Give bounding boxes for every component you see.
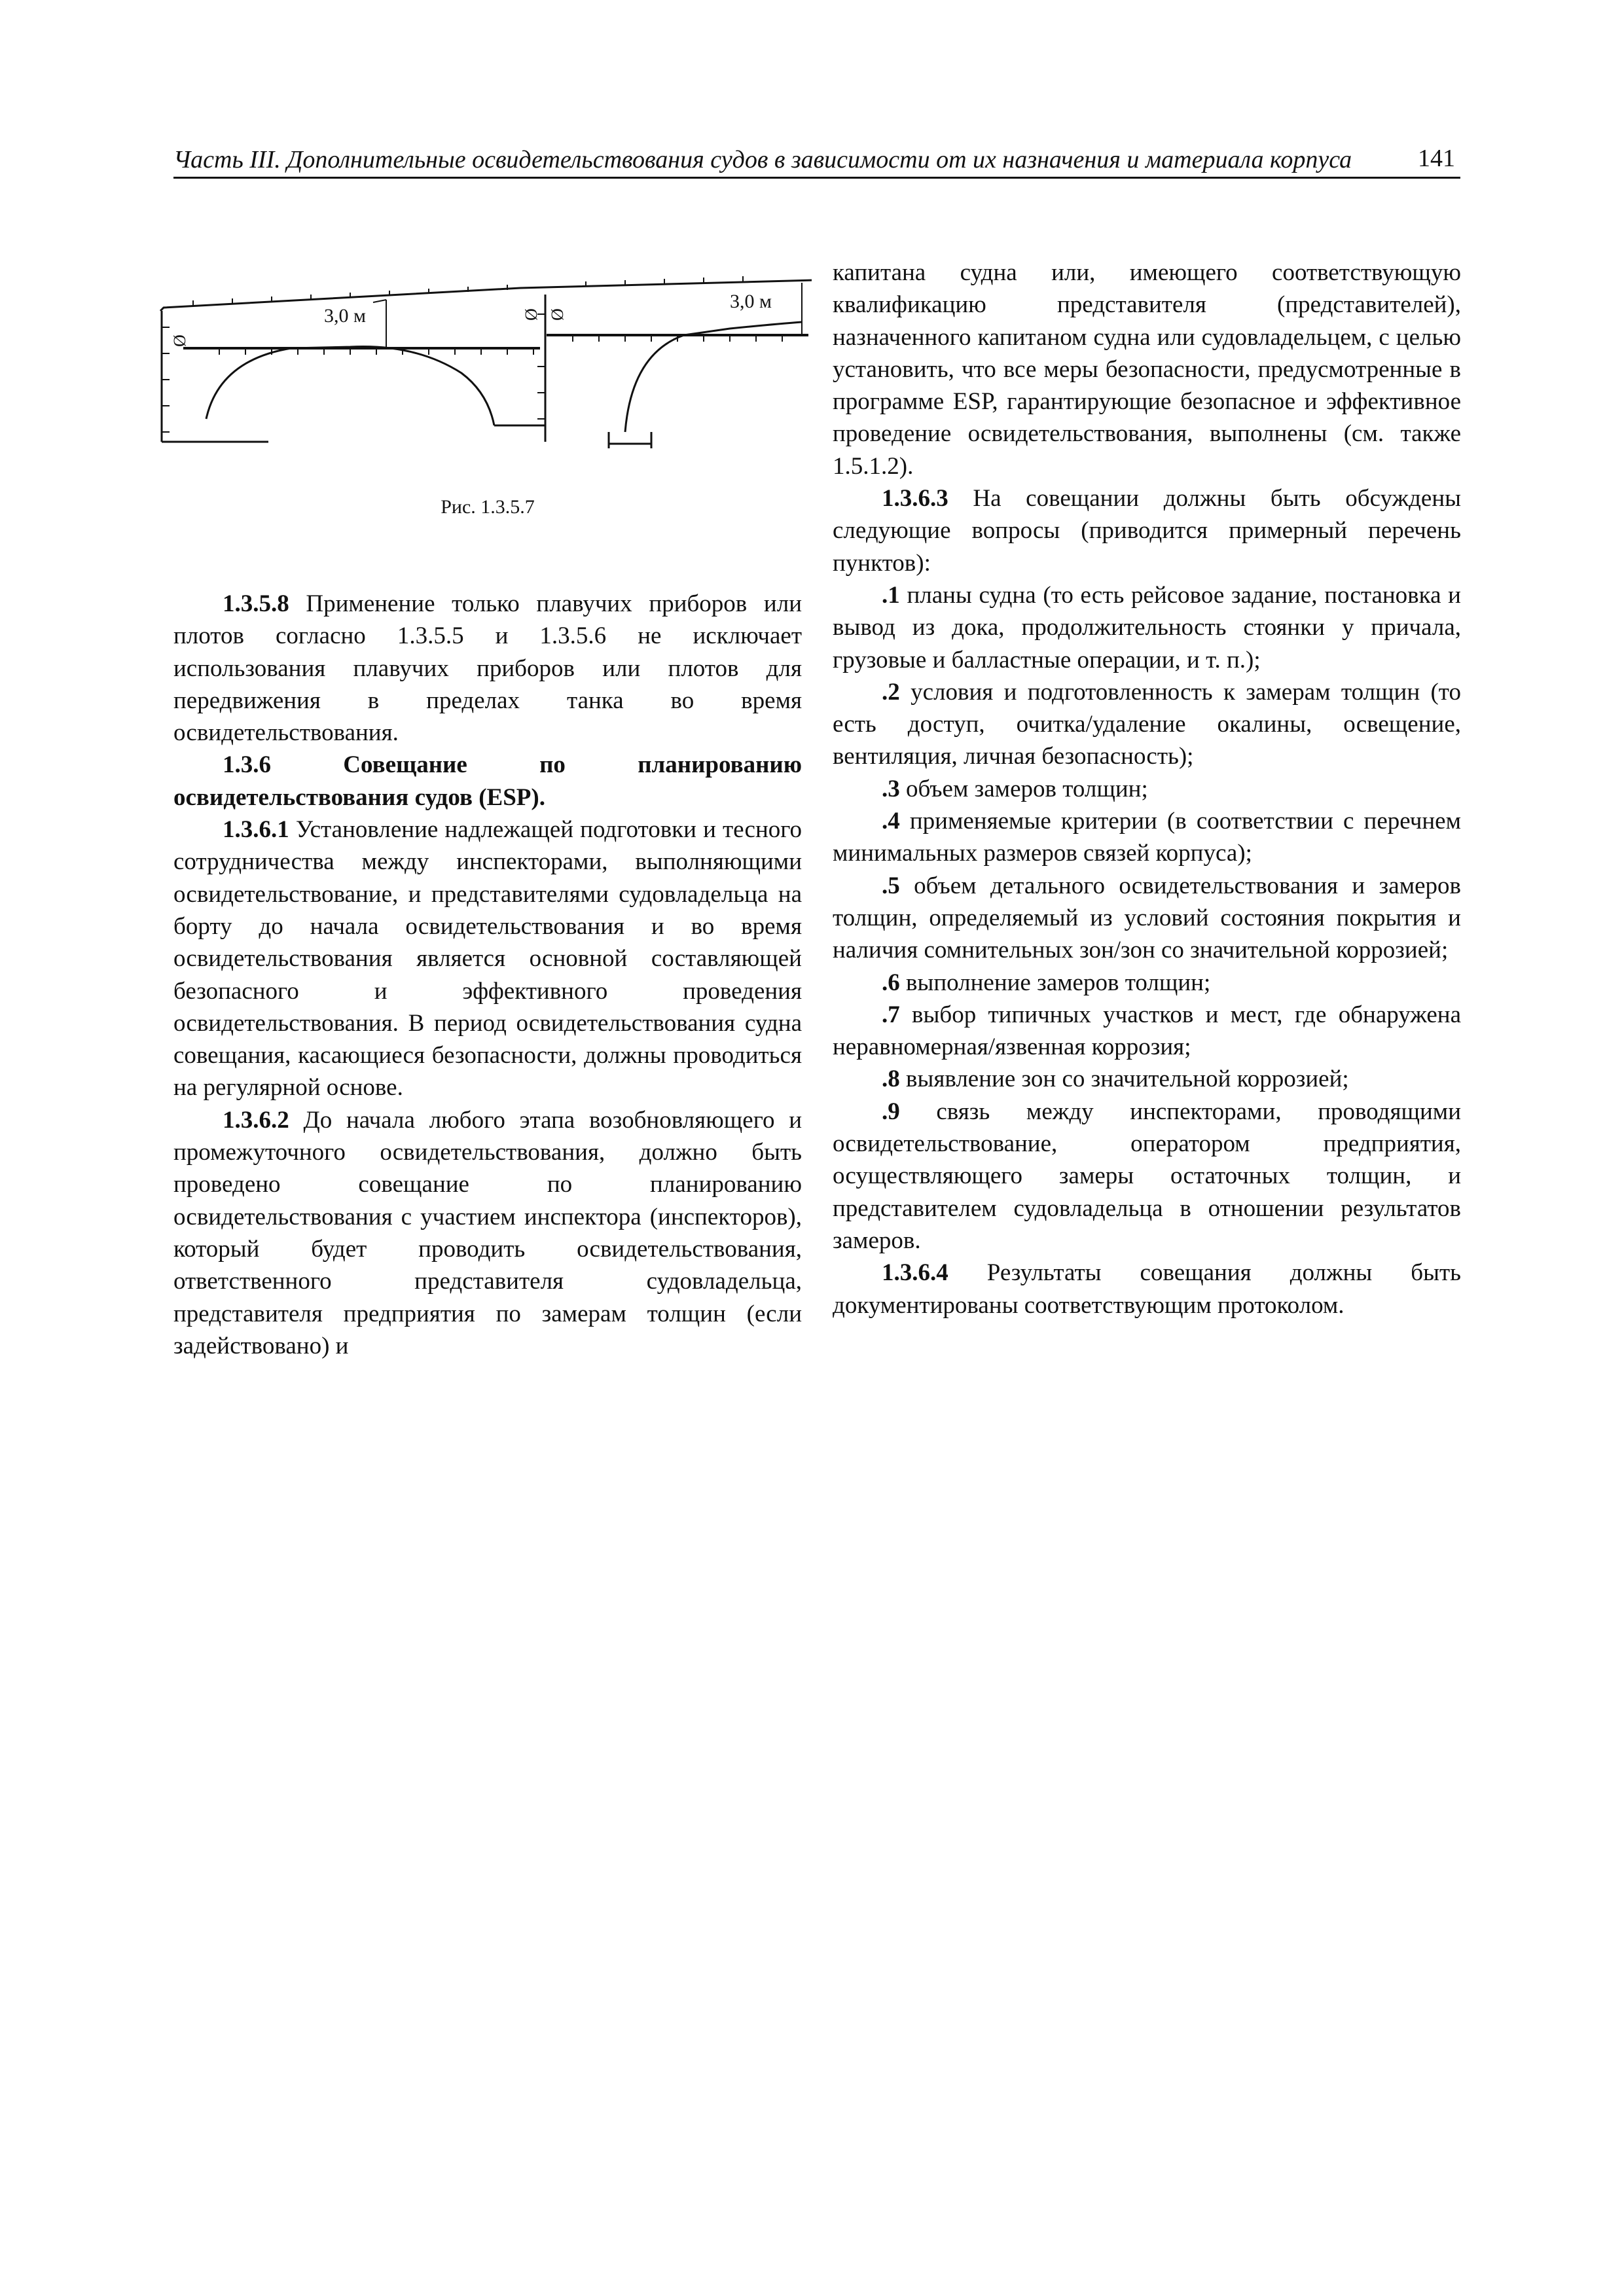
item-text: связь между инспекторами, проводящими освидетельствование, оператором предприятия, осуществляющего замеры остаточных толщин, и представителем судовладельца в отношении результатов замеров. — [833, 1098, 1461, 1254]
item-text: условия и подготовленность к замерам толщин (то есть доступ, очитка/удаление окалины, освещение, вентиляция, личная безопасность); — [833, 678, 1461, 770]
list-item-4 — [833, 805, 1461, 870]
list-item-1 — [833, 579, 1461, 676]
item-text: объем детального освидетельствования и замеров толщин, определяемый из условий состояния покрытия и наличия сомнительных зон/зон со значительной коррозией; — [833, 872, 1461, 964]
para-text: Установление надлежащей подготовки и тесного сотрудничества между инспекторами, выполняющими освидетельствование, и представителями судовладельца на борту до начала освидетельствования и во время освидетельствования является основной составляющей безопасного и эффективного проведения освидетельствования. В период освидетельствования судна совещания, касающиеся безопасности, должны проводиться на регулярной основе. — [173, 816, 802, 1102]
tank-cross-section-figure — [154, 275, 812, 448]
header-title: Часть III. Дополнительные освидетельствования судов в зависимости от их назначения и материала корпуса — [173, 146, 1352, 173]
paragraph-1-3-6-2 — [173, 1104, 802, 1362]
item-number: .1 — [882, 581, 900, 609]
paragraph-1-3-6-4 — [833, 1257, 1461, 1321]
paragraph-1-3-6-3 — [833, 482, 1461, 579]
para-number: 1.3.6.4 — [882, 1259, 948, 1287]
right-column — [833, 257, 1461, 1321]
figure-marker-1: Ø — [170, 334, 189, 347]
item-number: .6 — [882, 969, 900, 996]
para-number: 1.3.6.1 — [223, 816, 289, 844]
item-number: .2 — [882, 678, 900, 706]
list-item-7 — [833, 999, 1461, 1064]
list-item-9 — [833, 1096, 1461, 1257]
item-number: .4 — [882, 808, 900, 835]
para-number: 1.3.6.3 — [882, 485, 948, 512]
list-item-3 — [833, 773, 1461, 805]
page-number: 141 — [1418, 145, 1455, 172]
paragraph-continued: капитана судна или, имеющего соответствующую квалификацию представителя (представителей), назначенного капитаном судна или судовладельцем, с целью установить, что все меры безопасности, предусмотренные в программе ESP, гарантирующие безопасное и эффективное проведение освидетельствования, выполнены (см. также 1.5.1.2). — [833, 259, 1461, 480]
figure-marker-3: Ø — [548, 308, 567, 321]
list-item-2 — [833, 676, 1461, 773]
figure-caption: Рис. 1.3.5.7 — [441, 496, 535, 518]
para-number: 1.3.5.8 — [223, 590, 289, 617]
para-text: Результаты совещания должны быть документированы соответствующим протоколом. — [833, 1259, 1461, 1319]
paragraph-1-3-5-8 — [173, 588, 802, 749]
item-number: .8 — [882, 1066, 900, 1093]
list-item-6 — [833, 967, 1461, 999]
figure-dim-label-2: 3,0 м — [730, 291, 772, 312]
paragraph-1-3-6-1 — [173, 814, 802, 1104]
left-column — [173, 588, 802, 1362]
list-item-8 — [833, 1063, 1461, 1095]
item-number: .7 — [882, 1001, 900, 1028]
section-heading-1-3-6: 1.3.6 Совещание по планированию освидетельствования судов (ESP). — [173, 751, 802, 811]
item-text: планы судна (то есть рейсовое задание, постановка и вывод из дока, продолжительность стоянки у причала, грузовые и балластные операции, и т. п.); — [833, 581, 1461, 673]
para-text: До начала любого этапа возобновляющего и промежуточного освидетельствования, должно быть проведено совещание по планированию освидетельствования с участием инспектора (инспекторов), который будет проводить освидетельствования, ответственного представителя судовладельца, представителя предприятия по замерам толщин (если задействовано) и — [173, 1106, 802, 1359]
item-text: объем замеров толщин; — [899, 775, 1148, 802]
para-number: 1.3.6.2 — [223, 1106, 289, 1134]
list-item-5 — [833, 870, 1461, 967]
para-text: Применение только плавучих приборов или плотов согласно 1.3.5.5 и 1.3.5.6 не исключает использования плавучих приборов или плотов для передвижения в пределах танка во время освидетельствования. — [173, 590, 802, 747]
figure-dim-label-1: 3,0 м — [324, 305, 366, 327]
figure-marker-2: Ø — [522, 308, 541, 321]
item-number: .5 — [882, 872, 900, 899]
item-text: выполнение замеров толщин; — [899, 969, 1211, 996]
item-text: применяемые критерии (в соответствии с перечнем минимальных размеров связей корпуса); — [833, 808, 1461, 867]
para-text: На совещании должны быть обсуждены следующие вопросы (приводится примерный перечень пунктов): — [833, 485, 1461, 577]
item-number: .3 — [882, 775, 900, 802]
running-header — [173, 143, 1460, 179]
item-text: выявление зон со значительной коррозией; — [899, 1066, 1349, 1093]
item-text: выбор типичных участков и мест, где обнаружена неравномерная/язвенная коррозия; — [833, 1001, 1461, 1061]
item-number: .9 — [882, 1098, 900, 1125]
